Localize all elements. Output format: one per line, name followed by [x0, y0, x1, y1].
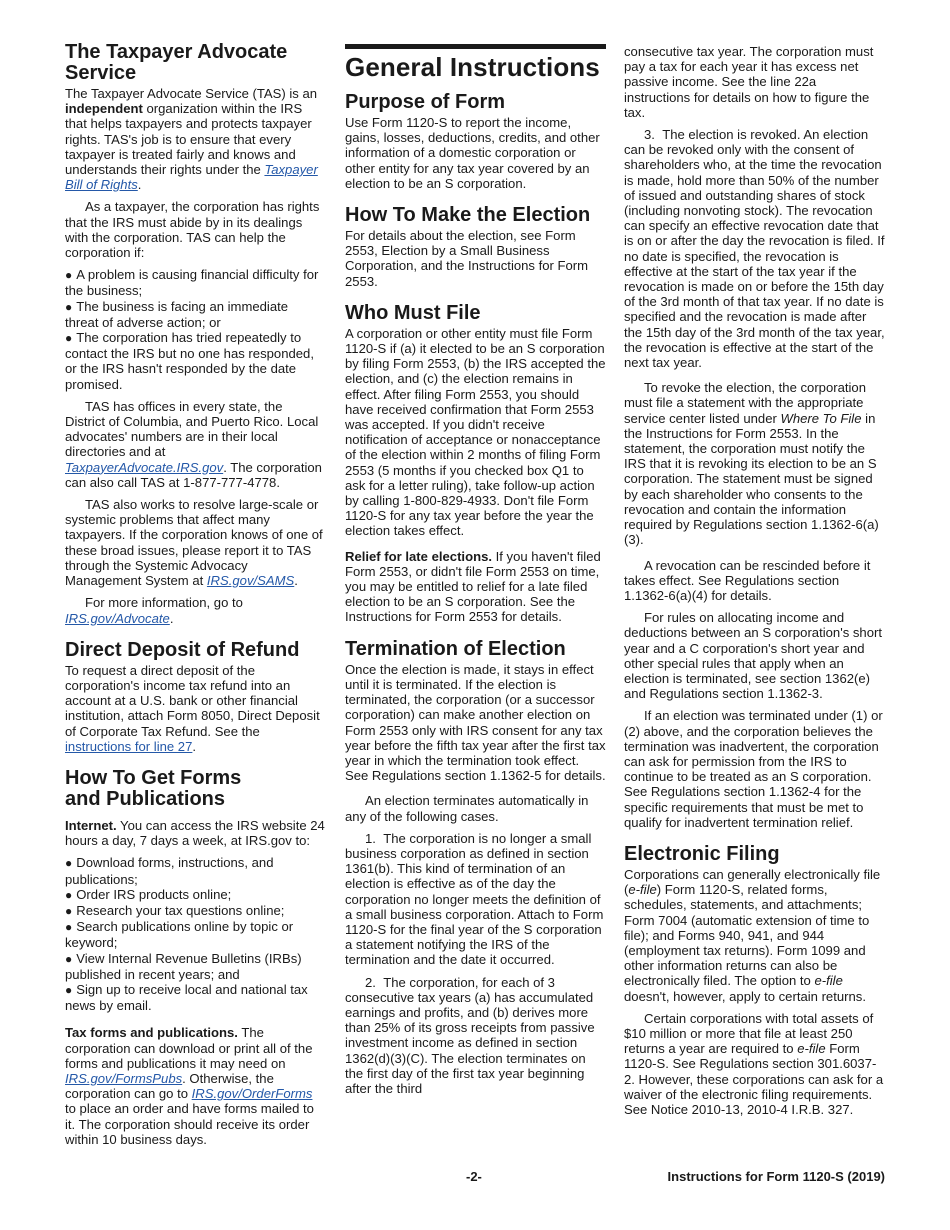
bullet-icon: ●	[65, 920, 73, 935]
tas-paragraph-4: TAS also works to resolve large-scale or systemic problems that affect many taxpayers. If the corporation knows of one of these broad issues, please report it to TAS through the Systemic Advocacy Management System at IRS.gov/SAMS.	[65, 497, 323, 589]
list-item: ● Research your tax questions online;	[65, 902, 285, 918]
revocation-paragraph-2: To revoke the election, the corporation must file a statement with the appropriate service center listed under Where To File in the Instructions for Form 2553. In the statement, the corporation must notify the IRS that it is revoking its election to be an S corporation. The statement must be signed by each shareholder who consents to the revocation and contain the information required by Regulations section 1.1362-6(a)(3).	[624, 380, 879, 548]
electronic-filing-paragraph-2: Certain corporations with total assets of $10 million or more that file at least 250 returns a year are required to e-file Form 1120-S. See Regulations section 301.6037-2. However, these corporations can ask for a waiver of the electronic filing requirements. See Notice 2010-13, 2010-4 I.R.B. 327.	[624, 1010, 884, 1117]
column-middle	[345, 44, 606, 1103]
internet-bullet-list	[65, 855, 325, 1013]
internet-paragraph: Internet. You can access the IRS website 24 hours a day, 7 days a week, at IRS.gov to:	[65, 817, 325, 849]
forms-pubs-link[interactable]: IRS.gov/FormsPubs	[65, 1070, 183, 1086]
taxpayer-advocate-heading: The Taxpayer Advocate Service	[65, 41, 288, 84]
termination-paragraph-1: Once the election is made, it stays in effect until it is terminated. If the election is terminated, the corporation (or a successor corporation) can make another election on Form 2553 only with IRS consent for any tax year before the fifth tax year after the first tax year in which the termination took effect. See Regulations section 1.1362-5 for details.	[345, 661, 606, 784]
column-right	[624, 44, 885, 1124]
bullet-icon: ●	[65, 331, 73, 346]
make-election-paragraph: For details about the election, see Form 2553, Election by a Small Business Corporation, and the Instructions for Form 2553.	[345, 228, 589, 289]
list-item: ● A problem is causing financial difficulty for the business;	[65, 267, 319, 299]
who-must-file-paragraph: A corporation or other entity must file Form 1120-S if (a) it elected to be an S corporation by filing Form 2553, (b) the IRS accepted the election, and (c) the election remains in effect. After filing Form 2553, you should have received confirmation that Form 2553 was accepted. If you didn't receive notification of acceptance or nonacceptance of the election within 2 months of filing Form 2553 (5 months if you checked box Q1 to ask for a letter ruling), take follow-up action by calling 1-800-829-4933. Don't file Form 1120-S for any tax year before the year the election takes effect.	[345, 325, 606, 539]
list-item: ● The business is facing an immediate threat of adverse action; or	[65, 298, 289, 330]
revocation-paragraph-5: If an election was terminated under (1) or (2) above, and the corporation believes the termination was inadvertent, the corporation can ask for permission from the IRS to continue to be treated as an S corporation. See Regulations section 1.1362-4 for the specific requirements that must be met to qualify for inadvertent termination relief.	[624, 708, 883, 830]
get-forms-heading: How To Get Forms and Publications	[65, 766, 242, 810]
tas-paragraph-5: For more information, go to IRS.gov/Advocate.	[65, 595, 243, 626]
list-item: ● View Internal Revenue Bulletins (IRBs) published in recent years; and	[65, 950, 302, 982]
purpose-of-form-paragraph: Use Form 1120-S to report the income, gains, losses, deductions, credits, and other information of a domestic corporation or other entity for any tax year covered by an election to be an S corporation.	[345, 115, 600, 191]
irs-advocate-link[interactable]: IRS.gov/Advocate	[65, 610, 170, 626]
document-title: Instructions for Form 1120-S (2019)	[667, 1169, 885, 1184]
bullet-icon: ●	[65, 299, 73, 314]
termination-case-2: 2. The corporation, for each of 3 consecutive tax years (a) has accumulated earnings and profits, and (b) derives more than 25% of its gross receipts from passive investment income as defined in section 1362(d)(3)(C). The election terminates on the first day of the first tax year beginning after the third	[345, 974, 595, 1096]
revocation-paragraph-1: 3. The election is revoked. An election can be revoked only with the consent of shareholders who, at the time the revocation is made, hold more than 50% of the number of issued and outstanding shares of stock (including nonvoting stock). The revocation can specify an effective revocation date that is on or after the day the revocation is filed. If no date is specified, the revocation is effective at the start of the tax year if the revocation is made on or before the 15th day of the 3rd month of that tax year. If no date is specified and the revocation is made after the 15th day of the 3rd month of the tax year, the revocation is effective at the start of the next tax year.	[624, 127, 885, 371]
make-election-heading: How To Make the Election	[345, 204, 591, 227]
list-item: ● Download forms, instructions, and publications;	[65, 855, 274, 887]
section-rule	[345, 44, 606, 49]
purpose-of-form-heading: Purpose of Form	[345, 91, 506, 113]
relief-paragraph: Relief for late elections. If you haven't filed Form 2553, or didn't file Form 2553 on time, you may be entitled to relief for a late filed election to be an S corporation. See the Instructions for Form 2553 for details.	[345, 548, 601, 625]
page-number: -2-	[466, 1169, 482, 1184]
irs-sams-link[interactable]: IRS.gov/SAMS	[206, 573, 295, 589]
direct-deposit-heading: Direct Deposit of Refund	[65, 638, 300, 661]
column-left	[65, 42, 325, 1154]
order-forms-link[interactable]: IRS.gov/OrderForms	[191, 1086, 313, 1102]
tax-forms-paragraph: Tax forms and publications. The corporation can download or print all of the forms and publications it may need on IRS.gov/FormsPubs. Otherwise, the corporation can go to IRS.gov/OrderForms to place an order and have forms mailed to it. The corporation should receive its order within 10 business days.	[65, 1025, 314, 1147]
tas-paragraph-2: As a taxpayer, the corporation has rights that the IRS must abide by in its dealings with the corporation. TAS can help the corporation if:	[65, 199, 320, 261]
termination-heading: Termination of Election	[345, 637, 566, 660]
termination-paragraph-2: An election terminates automatically in any of the following cases.	[345, 793, 589, 824]
who-must-file-heading: Who Must File	[345, 301, 481, 324]
tas-paragraph-3: TAS has offices in every state, the District of Columbia, and Puerto Rico. Local advocates' numbers are in their local directories and at TaxpayerAdvocate.IRS.gov. The corporation can also call TAS at 1-877-777-4778.	[65, 398, 322, 490]
list-item: ● Search publications online by topic or keyword;	[65, 919, 294, 951]
list-item: ● The corporation has tried repeatedly to contact the IRS but no one has responded, or the IRS hasn't responded by the date promised.	[65, 330, 314, 392]
direct-deposit-paragraph: To request a direct deposit of the corporation's income tax refund into an account at a U.S. bank or other financial institution, attach Form 8050, Direct Deposit of Corporate Tax Refund. See the instructions for line 27.	[65, 662, 320, 754]
revocation-paragraph-4: For rules on allocating income and deductions between an S corporation's short year and a C corporation's short year and other special rules that apply when an election is terminated, see section 1362(e) and Regulations section 1.1362-3.	[624, 610, 882, 702]
taxpayer-bill-of-rights-link[interactable]: Taxpayer Bill of Rights	[65, 162, 318, 193]
bullet-icon: ●	[65, 268, 73, 283]
bullet-icon: ●	[65, 951, 73, 966]
termination-case-1: 1. The corporation is no longer a small business corporation as defined in section 1361(b). This kind of termination of an election is effective as of the day the corporation no longer meets the definition of a small business corporation. Attach to Form 1120-S for the final year of the S corporation a statement notifying the IRS of the termination and the date it occurred.	[345, 830, 604, 968]
electronic-filing-heading: Electronic Filing	[624, 842, 780, 865]
taxpayer-advocate-link[interactable]: TaxpayerAdvocate.IRS.gov	[65, 459, 224, 475]
bullet-icon: ●	[65, 982, 73, 997]
line-27-instructions-link[interactable]: instructions for line 27	[65, 738, 193, 754]
list-item: ● Sign up to receive local and national tax news by email.	[65, 981, 308, 1014]
general-instructions-heading: General Instructions	[345, 52, 600, 82]
electronic-filing-paragraph-1: Corporations can generally electronically file (e-file) Form 1120-S, related forms, schedules, statements, and attachments; Form 7004 (automatic extension of time to file); and Forms 940, 941, and 944 (employment tax returns). Form 1099 and other information returns can also be electronically filed. The option to e-file doesn't, however, apply to certain returns.	[624, 866, 881, 1004]
termination-case-2-continued: consecutive tax year. The corporation must pay a tax for each year it has excess net passive income. See the line 22a instructions for details on how to figure the tax.	[624, 44, 874, 120]
revocation-paragraph-3: A revocation can be rescinded before it takes effect. See Regulations section 1.1362-6(a)(4) for details.	[624, 557, 871, 603]
bullet-icon: ●	[65, 856, 73, 871]
tas-paragraph-1: The Taxpayer Advocate Service (TAS) is an independent organization within the IRS that helps taxpayers and protects taxpayer rights. TAS's job is to ensure that every taxpayer is treated fairly and knows and understands their rights under the Taxpayer Bill of Rights.	[65, 86, 318, 193]
tas-bullet-list	[65, 267, 325, 392]
bullet-icon: ●	[65, 903, 73, 918]
list-item: ● Order IRS products online;	[65, 886, 232, 902]
bullet-icon: ●	[65, 887, 73, 902]
